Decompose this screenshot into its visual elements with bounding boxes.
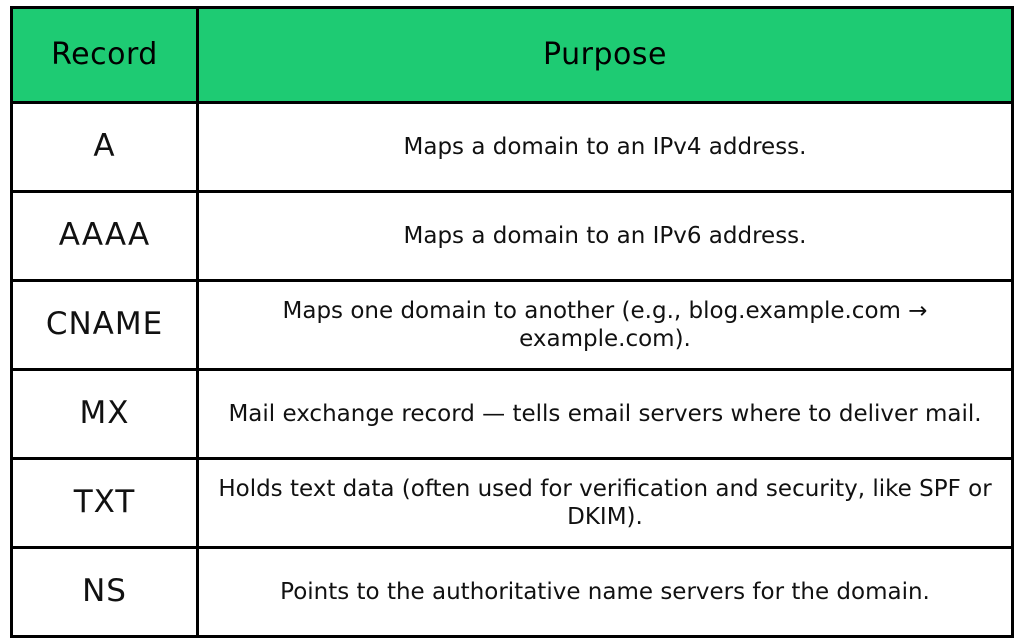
- table-body: [12, 103, 1013, 637]
- record-name: AAAA: [12, 192, 198, 281]
- table-row: [12, 459, 1013, 548]
- dns-record-table: [10, 6, 1014, 638]
- record-name: CNAME: [12, 281, 198, 370]
- record-purpose: Points to the authoritative name servers for the domain.: [198, 548, 1013, 637]
- record-name: A: [12, 103, 198, 192]
- record-purpose: Mail exchange record — tells email servers where to deliver mail.: [198, 370, 1013, 459]
- table-header-row: [12, 8, 1013, 103]
- column-header-purpose: Purpose: [198, 8, 1013, 103]
- record-purpose: Maps one domain to another (e.g., blog.example.com → example.com).: [198, 281, 1013, 370]
- record-name: MX: [12, 370, 198, 459]
- table-header: [12, 8, 1013, 103]
- table-row: [12, 548, 1013, 637]
- table-row: [12, 281, 1013, 370]
- column-header-record: Record: [12, 8, 198, 103]
- table-row: [12, 192, 1013, 281]
- record-purpose: Holds text data (often used for verification and security, like SPF or DKIM).: [198, 459, 1013, 548]
- table-row: [12, 370, 1013, 459]
- record-purpose: Maps a domain to an IPv4 address.: [198, 103, 1013, 192]
- record-purpose: Maps a domain to an IPv6 address.: [198, 192, 1013, 281]
- table-row: [12, 103, 1013, 192]
- record-name: NS: [12, 548, 198, 637]
- record-name: TXT: [12, 459, 198, 548]
